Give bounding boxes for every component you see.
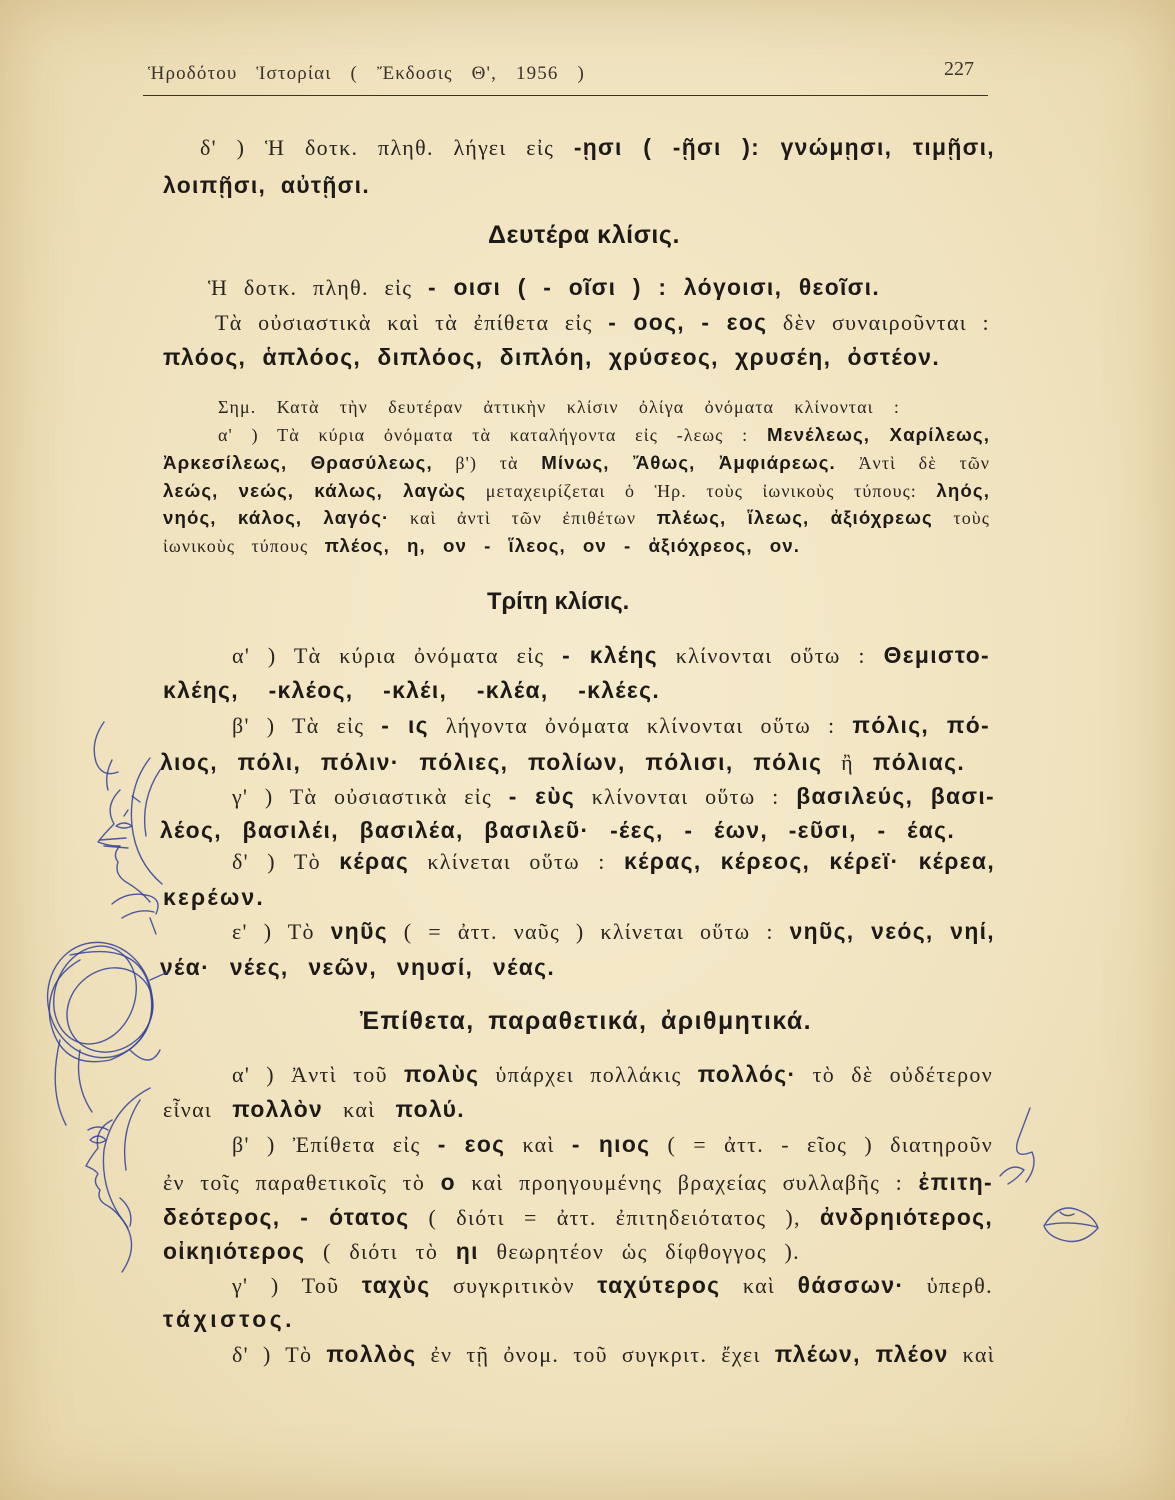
line-text xyxy=(232,1132,993,1157)
text-line xyxy=(163,883,265,911)
bold-text-run: - εὺς xyxy=(508,783,576,809)
bold-text-run: κέρας, κέρεος, κέρεϊ· κέρεα, xyxy=(624,848,995,874)
text-line xyxy=(163,1095,465,1123)
bold-text-run: ο xyxy=(440,1169,456,1195)
text-run: ὑπάρχει πολλάκις xyxy=(479,1062,698,1087)
line-text xyxy=(232,713,990,738)
bold-text-run: - οος, - εος xyxy=(608,309,768,335)
bold-text-run: κέρας xyxy=(339,848,410,874)
text-run: καὶ xyxy=(948,1342,995,1367)
bold-text-run: ἐπιτη- xyxy=(918,1169,993,1195)
text-line xyxy=(163,171,370,199)
line-text xyxy=(163,1307,295,1332)
bold-text-run: ταχύτερος xyxy=(597,1272,721,1298)
bold-text-run: -ῃσι ( -ῇσι ): γνώμῃσι, τιμῇσι, xyxy=(573,134,995,160)
running-head-text: Ἡροδότου Ἱστορίαι ( Ἔκδοσις Θ', 1956 ) xyxy=(148,63,585,84)
pen-doodle-lips xyxy=(1044,1208,1098,1242)
bold-text-run: λοιπῇσι, αὐτῇσι. xyxy=(163,172,370,198)
text-run: ε' ) Τὸ xyxy=(232,919,331,944)
text-line xyxy=(232,1271,993,1299)
text-run: ἐν τοῖς παραθετικοῖς τὸ xyxy=(163,1170,441,1195)
text-run: δ' ) Τὸ xyxy=(232,849,340,874)
text-run: α' ) Τὰ κύρια ὀνόματα εἰς xyxy=(232,643,563,668)
header-rule xyxy=(143,95,988,96)
note-line xyxy=(163,479,990,503)
bold-text-run: κλέης, -κλέος, -κλέι, -κλέα, -κλέες. xyxy=(163,677,660,703)
line-text xyxy=(163,453,990,473)
text-line xyxy=(200,133,995,161)
line-text xyxy=(487,589,629,614)
bold-text-run: νηός, κάλος, λαγός· xyxy=(163,507,390,528)
bold-text-run: Ἐπίθετα, παραθετικά, ἀριθμητικά. xyxy=(360,1007,812,1035)
bold-text-run: - κλέης xyxy=(562,642,658,668)
text-run: καὶ xyxy=(505,1132,572,1157)
line-text xyxy=(200,135,995,160)
bold-text-run: Δευτέρα κλίσις. xyxy=(488,221,680,249)
text-run: δ' ) Τὸ xyxy=(232,1342,327,1367)
text-run: α' ) Τὰ κύρια ὀνόματα τὰ καταλήγοντα εἰς -λεως : xyxy=(218,425,768,445)
text-line xyxy=(215,308,990,336)
bold-text-run: Μενέλεως, Χαρίλεως, xyxy=(767,424,990,445)
line-text xyxy=(218,397,900,417)
line-text xyxy=(163,481,990,501)
bold-text-run: πόλις, πό- xyxy=(852,712,990,738)
bold-text-run: βασιλεύς, βασι- xyxy=(796,783,995,809)
line-text xyxy=(208,275,880,300)
text-line xyxy=(232,641,990,669)
running-head xyxy=(148,62,585,86)
bold-text-run: πόλιας. xyxy=(872,749,966,775)
bold-text-run: λέος, βασιλέι, βασιλέα, βασιλεῦ· -έες, - έων, -εῦσι, - έας. xyxy=(160,817,955,843)
bold-text-run: - οισι ( - οῖσι ) : λόγοισι, θεοῖσι. xyxy=(428,274,880,300)
line-text xyxy=(163,1239,800,1264)
text-run: ἐν τῇ ὀνομ. τοῦ συγκριτ. ἔχει xyxy=(416,1342,775,1367)
text-run: μεταχειρίζεται ὁ Ἡρ. τοὺς ἰωνικοὺς τύπους: xyxy=(466,481,937,501)
pen-doodle-face-lower xyxy=(86,1088,150,1272)
line-text xyxy=(488,223,680,249)
page-number: 227 xyxy=(944,58,974,80)
line-text xyxy=(232,1062,993,1087)
note-line xyxy=(163,506,990,530)
text-run: ὑπερθ. xyxy=(904,1273,993,1298)
line-text xyxy=(232,1342,995,1367)
text-line xyxy=(163,1203,993,1231)
line-text xyxy=(232,849,995,874)
line-text xyxy=(163,1097,465,1122)
text-run: συγκριτικὸν xyxy=(430,1273,598,1298)
text-line xyxy=(208,273,880,301)
text-line xyxy=(160,816,955,844)
text-run: β' ) Τὰ εἰς xyxy=(232,713,382,738)
text-run: ( διότι τὸ xyxy=(305,1239,456,1264)
bold-text-run: ἀνδρηιότερος, xyxy=(819,1204,994,1230)
text-line xyxy=(232,847,995,875)
bold-text-run: ταχὺς xyxy=(361,1272,431,1298)
text-line xyxy=(160,953,555,981)
text-run: κλίνονται οὕτω : xyxy=(657,643,884,668)
text-line xyxy=(232,1060,993,1088)
section-heading xyxy=(360,1007,812,1035)
bold-text-run: νηῦς xyxy=(330,918,388,944)
bold-text-run: δεότερος, - ότατος xyxy=(163,1204,410,1230)
bold-text-run: - ις xyxy=(381,712,429,738)
line-text xyxy=(163,678,660,703)
text-run: ἢ xyxy=(822,750,873,775)
bold-text-run: πολύ. xyxy=(395,1096,465,1122)
bold-text-run: λεώς, νεώς, κάλως, λαγὼς xyxy=(163,480,467,501)
text-line xyxy=(232,1340,995,1368)
bold-text-run: τάχιστος. xyxy=(163,1306,295,1332)
bold-text-run: Μίνως, Ἄθως, Ἀμφιάρεως. xyxy=(541,452,836,473)
bold-text-run: οἰκηιότερος xyxy=(163,1238,306,1264)
bold-text-run: πλέων, πλέον xyxy=(774,1341,949,1367)
text-run: ( = ἀττ. ναῦς ) κλίνεται οὕτω : xyxy=(387,919,790,944)
bold-text-run: - ηιος xyxy=(571,1131,651,1157)
line-text xyxy=(218,425,990,445)
pen-doodle-margin-right xyxy=(1000,1108,1034,1184)
text-run: Σημ. Κατὰ τὴν δευτέραν ἀττικὴν κλίσιν ὀλίγα ὀνόματα κλίνονται : xyxy=(218,397,900,417)
text-line xyxy=(163,1305,295,1333)
line-text xyxy=(160,955,555,980)
bold-text-run: θάσσων· xyxy=(797,1272,905,1298)
text-run: θεωρητέον ὡς δίφθογγος ). xyxy=(478,1239,800,1264)
bold-text-run: πολλὸς xyxy=(326,1341,417,1367)
line-text xyxy=(215,310,990,335)
text-run: δ' ) Ἡ δοτκ. πληθ. λήγει εἰς xyxy=(200,135,574,160)
section-heading xyxy=(487,588,630,616)
text-run: Ἀντὶ δὲ τῶν xyxy=(835,453,991,473)
line-text xyxy=(163,1205,993,1230)
bold-text-run: νηῦς, νεός, νηί, xyxy=(789,918,995,944)
text-line xyxy=(163,1237,800,1265)
bold-text-run: πλέος, η, ον - ἵλεος, ον - ἀξιόχρεος, ον. xyxy=(324,535,800,556)
text-run: δὲν συναιροῦνται : xyxy=(767,310,990,335)
text-line xyxy=(163,676,660,704)
text-line xyxy=(232,1130,993,1158)
note-line xyxy=(218,423,990,447)
line-text xyxy=(160,818,955,843)
note-line xyxy=(163,534,800,558)
line-text xyxy=(360,1009,812,1035)
text-run: τοὺς xyxy=(932,508,990,528)
text-run: γ' ) Τοῦ xyxy=(232,1273,362,1298)
bold-text-run: Θεμιστο- xyxy=(883,642,990,668)
text-run: β') τὰ xyxy=(432,453,542,473)
bold-text-run: κερέων. xyxy=(163,884,265,910)
line-text xyxy=(232,919,995,944)
line-text xyxy=(232,1273,993,1298)
text-line xyxy=(232,917,995,945)
text-run: Ἡ δοτκ. πληθ. εἰς xyxy=(208,275,429,300)
bold-text-run: ηι xyxy=(455,1238,479,1264)
text-line xyxy=(232,711,990,739)
text-run: γ' ) Τὰ οὐσιαστικὰ εἰς xyxy=(232,784,509,809)
text-run: ἰωνικοὺς τύπους xyxy=(163,536,325,556)
bold-text-run: πολλός· xyxy=(697,1061,797,1087)
line-text xyxy=(232,784,995,809)
bold-text-run: ληός, xyxy=(936,480,990,501)
pen-doodle-face-upper xyxy=(94,722,162,934)
bold-text-run: πλέως, ἵλεως, ἀξιόχρεως xyxy=(656,507,933,528)
text-line xyxy=(163,343,940,371)
text-line xyxy=(232,782,995,810)
line-text xyxy=(163,345,940,370)
bold-text-run: πλόος, ἁπλόος, διπλόος, διπλόη, χρύσεος, χρυσέη, ὀστέον. xyxy=(163,344,940,370)
text-run: ( = ἀττ. - εῖος ) διατηροῦν xyxy=(650,1132,993,1157)
line-text xyxy=(163,1170,993,1195)
text-run: κλίνεται οὕτω : xyxy=(409,849,625,874)
line-text xyxy=(163,173,370,198)
bold-text-run: πολλὸν xyxy=(232,1096,324,1122)
text-run: καὶ xyxy=(720,1273,798,1298)
text-run: β' ) Ἐπίθετα εἰς xyxy=(232,1132,438,1157)
text-run: καὶ προηγουμένης βραχείας συλλαβῆς : xyxy=(455,1170,919,1195)
text-run: κλίνονται οὕτω : xyxy=(575,784,797,809)
text-run: καὶ xyxy=(323,1097,396,1122)
text-run: εἶναι xyxy=(163,1097,233,1122)
bold-text-run: νέα· νέες, νεῶν, νηυσί, νέας. xyxy=(160,954,555,980)
line-text xyxy=(163,536,800,556)
text-run: τὸ δὲ οὐδέτερον xyxy=(796,1062,993,1087)
bold-text-run: Τρίτη κλίσις. xyxy=(487,589,630,615)
note-line xyxy=(163,451,990,475)
line-text xyxy=(163,508,990,528)
text-run: Τὰ οὐσιαστικὰ καὶ τὰ ἐπίθετα εἰς xyxy=(215,310,609,335)
pen-doodle-scribble xyxy=(35,931,170,1125)
bold-text-run: λιος, πόλι, πόλιν· πόλιες, πολίων, πόλισι, πόλις xyxy=(160,749,823,775)
section-heading xyxy=(488,221,680,249)
note-line xyxy=(218,395,900,419)
text-run: α' ) Ἀντὶ τοῦ xyxy=(232,1062,404,1087)
bold-text-run: - εος xyxy=(437,1131,506,1157)
line-text xyxy=(232,643,990,668)
line-text xyxy=(160,750,965,775)
text-run: λήγοντα ὀνόματα κλίνονται οὕτω : xyxy=(428,713,853,738)
line-text xyxy=(163,885,265,910)
text-run: ( διότι = ἀττ. ἐπιτηδειότατος ), xyxy=(409,1205,820,1230)
bold-text-run: πολὺς xyxy=(403,1061,480,1087)
text-line xyxy=(163,1168,993,1196)
text-line xyxy=(160,748,965,776)
bold-text-run: Ἀρκεσίλεως, Θρασύλεως, xyxy=(163,452,433,473)
text-run: καὶ ἀντὶ τῶν ἐπιθέτων xyxy=(389,508,657,528)
